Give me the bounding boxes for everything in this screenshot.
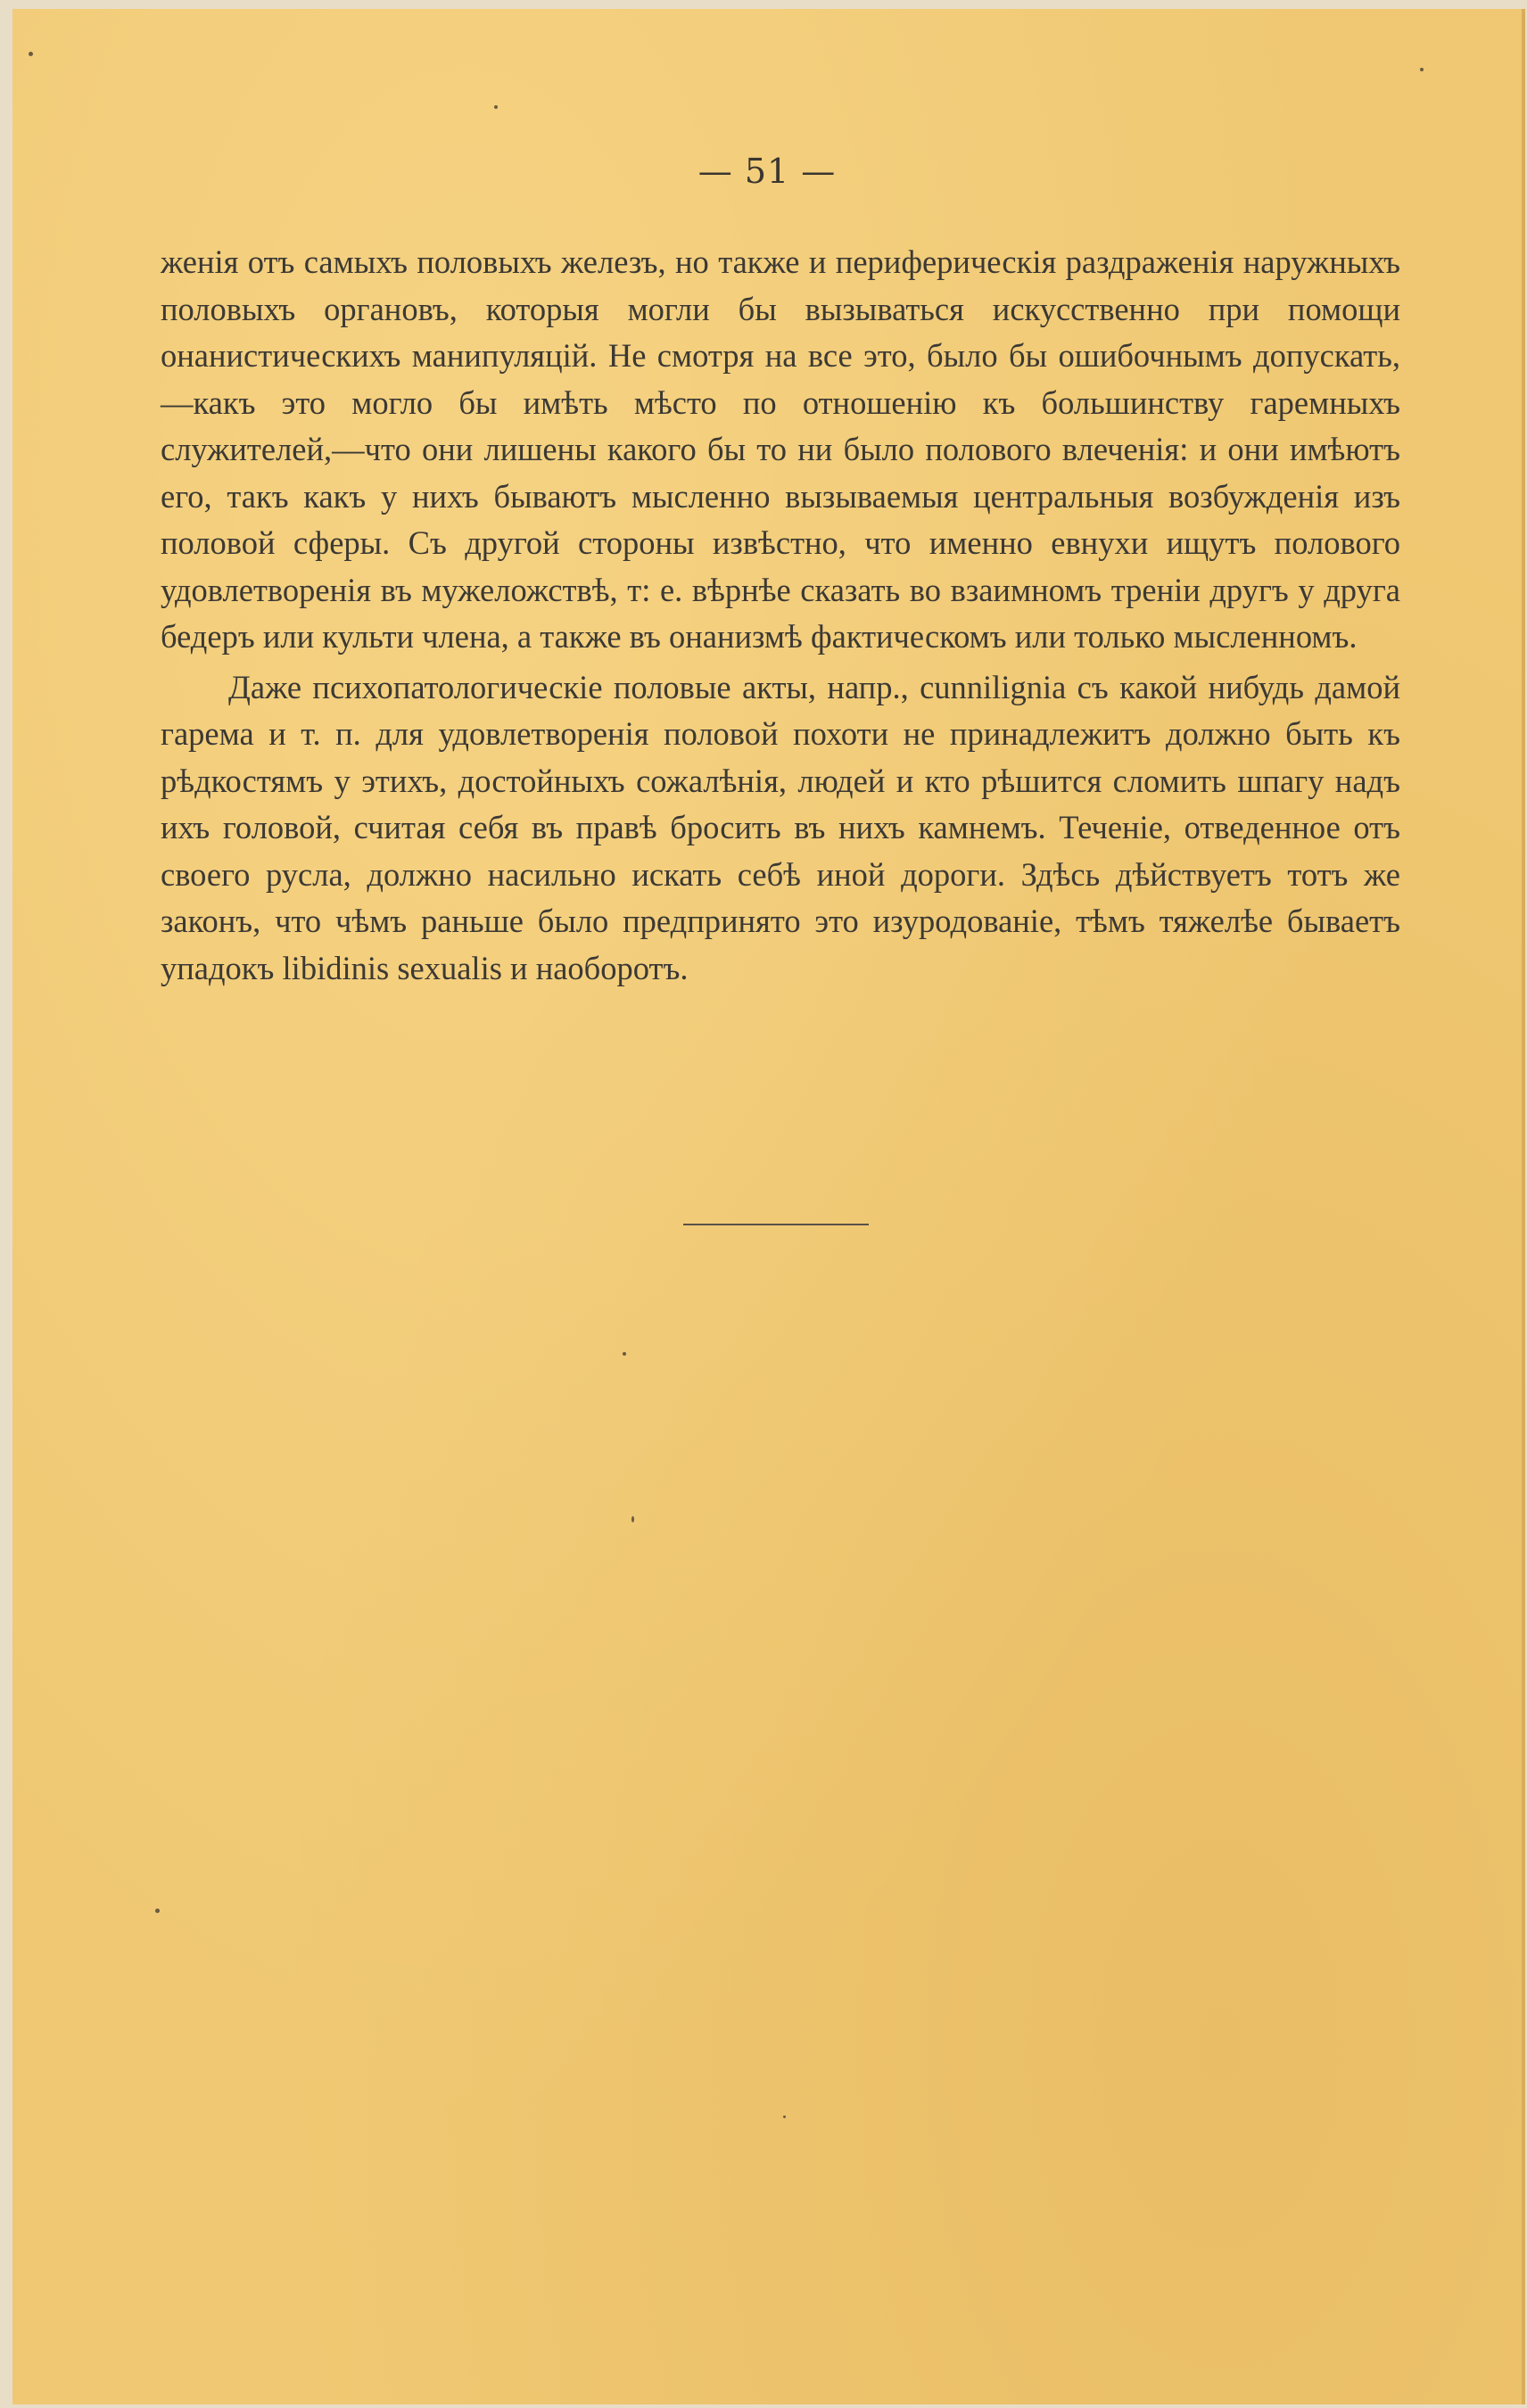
paper-speck <box>29 52 33 56</box>
book-page <box>12 9 1525 2404</box>
end-rule <box>683 1224 869 1225</box>
paragraph: Даже психопатологическіе половые акты, напр., cunnilignia съ какой нибудь дамой гарема и т. п. для удовлетворенія половой похоти не принадлежитъ должно быть къ рѣдкостямъ у этихъ, достойныхъ сожалѣнія, людей и кто рѣшится сломить шпагу надъ ихъ головой, считая себя въ правѣ бросить въ нихъ камнемъ. Теченіе, отведенное отъ своего русла, должно насильно искать себѣ иной дороги. Здѣсь дѣйствуетъ тотъ же законъ, что чѣмъ раньше было предпринято это изуродованіе, тѣмъ тяжелѣе бываетъ упадокъ libidinis sexualis и наоборотъ. <box>161 668 1400 986</box>
paper-speck <box>631 1516 634 1522</box>
paper-speck <box>1420 68 1424 71</box>
paper-speck <box>494 105 498 109</box>
page-number: — 51 — <box>697 152 837 191</box>
paper-speck <box>783 2115 786 2118</box>
body-text <box>161 239 1400 995</box>
paragraph: женія отъ самыхъ половыхъ железъ, но также и периферическія раздраженія наружныхъ половыхъ органовъ, которыя могли бы вызываться искусственно при помощи онанистическихъ манипуляцій. Не смотря на все это, было бы ошибочнымъ допускать,—какъ это могло бы имѣть мѣсто по отношенію къ большинству гаремныхъ служителей,—что они лишены какого бы то ни было полового влеченія: и они имѣютъ его, такъ какъ у нихъ бываютъ мысленно вызываемыя центральныя возбужденія изъ половой сферы. Съ другой стороны извѣстно, что именно евнухи ищутъ полового удовлетворенія въ мужеложствѣ, т: е. вѣрнѣе сказать во взаимномъ треніи другъ у друга бедеръ или культи члена, а также въ онанизмѣ фактическомъ или только мысленномъ. <box>161 243 1400 655</box>
paper-speck <box>623 1352 626 1356</box>
paper-speck <box>155 1909 160 1913</box>
